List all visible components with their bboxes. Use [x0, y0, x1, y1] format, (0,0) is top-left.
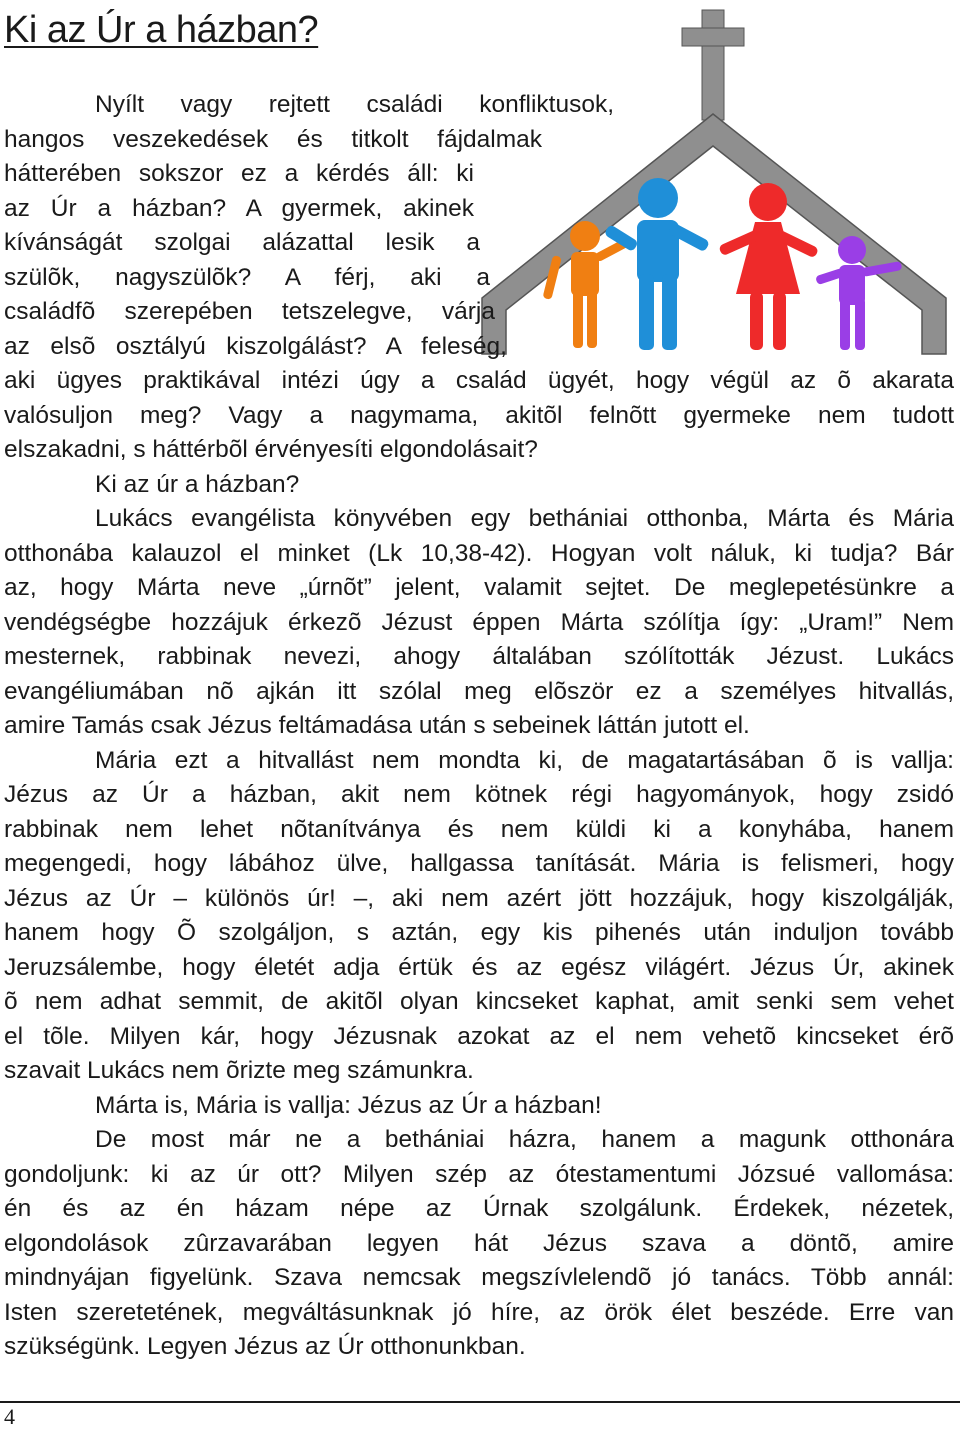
text-line: mindnyájan figyelünk. Szava nemcsak megszívlelendõ jó tanács. Több annál:: [4, 1264, 954, 1291]
text-line: De most már ne a bethániai házra, hanem a magunk otthonára: [95, 1126, 954, 1153]
text-line: õ nem adhat semmit, de akitõl olyan kincseket kaphat, amit senki sem vehet: [4, 988, 954, 1015]
text-line: valósuljon meg? Vagy a nagymama, akitõl felnõtt gyermeke nem tudott: [4, 401, 954, 429]
text-line: hátterében sokszor ez a kérdés áll: ki: [4, 160, 474, 187]
text-line: elszakadni, s háttérbõl érvényesíti elgondolásait?: [4, 436, 538, 463]
text-line: el tõle. Milyen kár, hogy Jézusnak azokat az el nem vehetõ kincseket érõ: [4, 1022, 954, 1050]
text-line: elgondolások zûrzavarában legyen hát Jézus szava a döntõ, amire: [4, 1229, 954, 1257]
text-line: Jézus az Úr – különös úr! –, aki nem azért jött hozzájuk, hogy kiszolgálják,: [4, 884, 954, 912]
page-title: Ki az Úr a házban?: [4, 9, 319, 51]
text-line: családfõ szerepében tetszelegve, várja: [4, 298, 495, 325]
text-line: Isten szeretetének, megváltásunknak jó híre, az örök élet beszéde. Erre van: [4, 1298, 954, 1326]
text-line: az Úr a házban? A gyermek, akinek: [4, 194, 474, 222]
text-line: az, hogy Márta neve „úrnõt” jelent, valamit sejtet. De meglepetésünkre a: [4, 574, 954, 601]
text-line: Lukács evangélista könyvében egy bethániai otthonba, Márta és Mária: [95, 505, 954, 532]
text-line: szülõk, nagyszülõk? A férj, aki a: [4, 263, 490, 291]
page-number: 4: [4, 1404, 15, 1429]
text-line: hangos veszekedések és titkolt fájdalmak: [4, 125, 542, 153]
cross-horizontal: [682, 28, 744, 46]
text-line: aki ügyes praktikával intézi úgy a család ügyét, hogy végül az õ akarata: [4, 367, 954, 394]
text-line: mesternek, rabbinak nevezi, ahogy általában szólították Jézust. Lukács: [4, 643, 954, 670]
footer-rule: [0, 1401, 960, 1403]
text-line: az elsõ osztályú kiszolgálást? A feleség,: [4, 332, 507, 360]
text-line: vendégségbe hozzájuk érkezõ Jézust éppen Márta szólítja így: „Uram!” Nem: [4, 608, 954, 636]
text-line: Ki az úr a házban?: [95, 470, 300, 498]
text-line: szükségünk. Legyen Jézus az Úr otthonunkban.: [4, 1333, 526, 1360]
text-line: kívánságát szolgai alázattal lesik a: [4, 229, 480, 256]
text-line: Mária ezt a hitvallást nem mondta ki, de magatartásában õ is vallja:: [95, 746, 954, 774]
text-line: otthonába kalauzol el minket (Lk 10,38-42). Hogyan volt náluk, ki tudja? Bár: [4, 539, 954, 567]
church-family-icon: [470, 6, 960, 358]
text-line: rabbinak nem lehet nõtanítványa és nem küldi ki a konyhába, hanem: [4, 815, 954, 843]
cross-vertical: [702, 10, 724, 120]
text-line: Jézus az Úr a házban, akit nem kötnek régi hagyományok, hogy zsidó: [4, 781, 954, 808]
text-line: Márta is, Mária is vallja: Jézus az Úr a házban!: [95, 1091, 602, 1119]
text-line: Jeruzsálembe, hogy életét adja értük és az egész világért. Jézus Úr, akinek: [4, 953, 954, 981]
text-line: evangéliumában nõ ajkán itt szólal meg elõször ez a személyes hitvallás,: [4, 677, 954, 705]
text-line: megengedi, hogy lábához ülve, hallgassa tanítását. Mária is felismeri, hogy: [4, 850, 954, 877]
text-line: Nyílt vagy rejtett családi konfliktusok,: [95, 91, 614, 118]
church-roof: [482, 114, 946, 354]
text-line: hanem hogy Õ szolgáljon, s aztán, egy kis pihenés után induljon tovább: [4, 919, 954, 946]
text-line: gondoljunk: ki az úr ott? Milyen szép az ótestamentumi Józsué vallomása:: [4, 1160, 954, 1188]
text-line: szavait Lukács nem õrizte meg számunkra.: [4, 1057, 474, 1084]
text-line: én és az én házam népe az Úrnak szolgálunk. Érdekek, nézetek,: [4, 1195, 954, 1222]
text-line: amire Tamás csak Jézus feltámadása után s sebeinek láttán jutott el.: [4, 712, 750, 739]
